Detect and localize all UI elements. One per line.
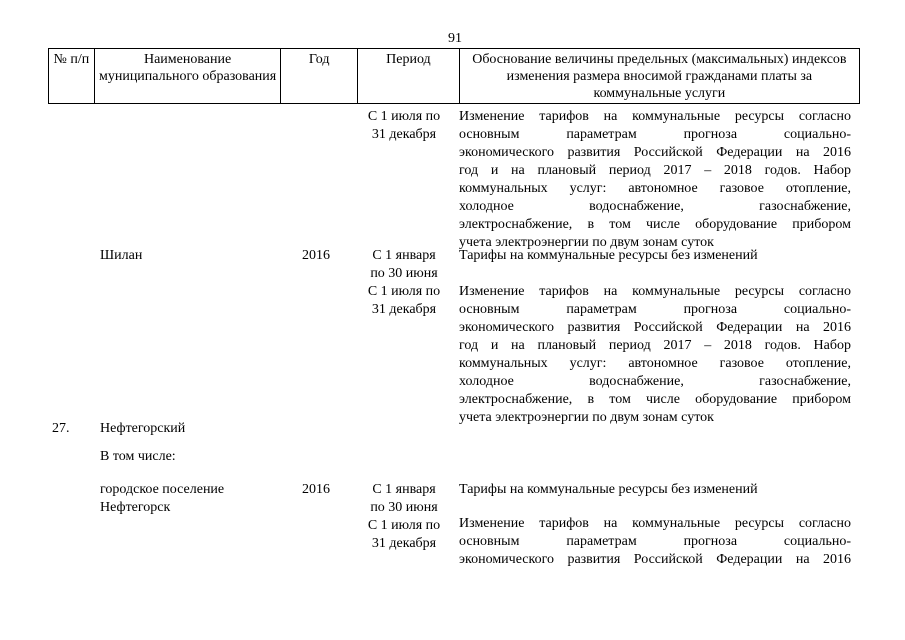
period-line: по 30 июня — [370, 266, 438, 281]
period-cell — [359, 481, 449, 553]
basis-line: учета электроэнергии по двум зонам суток — [459, 235, 714, 250]
basis-line: Тарифы на коммунальные ресурсы без изменений — [459, 248, 758, 263]
header-col-name: Наименование муниципального образования — [94, 49, 281, 104]
period-line: С 1 января — [372, 482, 436, 497]
table-header — [48, 48, 860, 104]
basis-line: учета электроэнергии по двум зонам суток — [459, 410, 714, 425]
basis-line: год и на плановый период 2017 – 2018 годов. Набор — [459, 338, 851, 353]
basis-text — [459, 108, 851, 252]
header-col-basis: Обоснование величины предельных (максимальных) индексов изменения размера вносимой гражданами платы за коммунальные услуги — [459, 49, 859, 104]
period-line: С 1 июля по — [367, 109, 441, 124]
period-line: С 1 июля по — [367, 284, 441, 299]
header-col-period: Период — [358, 49, 460, 104]
basis-line: холодное водоснабжение, газоснабжение, — [459, 199, 851, 214]
header-col-year: Год — [281, 49, 358, 104]
period-line: С 1 июля по — [367, 518, 441, 533]
basis-line: экономического развития Российской Федерации на 2016 — [459, 145, 851, 160]
period-line: 31 декабря — [371, 302, 437, 317]
basis-line: Изменение тарифов на коммунальные ресурсы согласно — [459, 516, 851, 531]
municipality-name — [100, 481, 280, 517]
basis-line: экономического развития Российской Федерации на 2016 — [459, 552, 851, 567]
basis-line: коммунальных услуг: автономное газовое отопление, — [459, 356, 851, 371]
basis-line: Изменение тарифов на коммунальные ресурсы согласно — [459, 109, 851, 124]
municipality-name: Нефтегорский — [100, 421, 186, 436]
basis-line: экономического развития Российской Федерации на 2016 — [459, 320, 851, 335]
basis-line: холодное водоснабжение, газоснабжение, — [459, 374, 851, 389]
year-cell: 2016 — [302, 482, 330, 497]
basis-line: коммунальных услуг: автономное газовое отопление, — [459, 181, 851, 196]
period-cell — [359, 247, 449, 319]
year-cell: 2016 — [302, 248, 330, 263]
basis-line: электроснабжение, в том числе оборудование прибором — [459, 217, 851, 232]
period-line: С 1 января — [372, 248, 436, 263]
basis-text — [459, 283, 851, 427]
basis-text — [459, 515, 851, 569]
row-number: 27. — [52, 421, 70, 436]
basis-line: основным параметрам прогноза социально- — [459, 302, 851, 317]
municipality-name: Шилан — [100, 248, 143, 263]
basis-text — [459, 481, 851, 499]
municipality-name-line: городское поселение — [100, 482, 225, 497]
period-line: 31 декабря — [371, 536, 437, 551]
basis-line: основным параметрам прогноза социально- — [459, 534, 851, 549]
period-line: 31 декабря — [371, 127, 437, 142]
page-number: 91 — [448, 31, 462, 46]
including-label: В том числе: — [100, 449, 176, 464]
period-cell — [359, 108, 449, 144]
header-col-number: № п/п — [49, 49, 95, 104]
basis-line: электроснабжение, в том числе оборудование прибором — [459, 392, 851, 407]
basis-text — [459, 247, 851, 265]
municipality-name-line: Нефтегорск — [100, 500, 171, 515]
basis-line: Изменение тарифов на коммунальные ресурсы согласно — [459, 284, 851, 299]
basis-line: основным параметрам прогноза социально- — [459, 127, 851, 142]
basis-line: Тарифы на коммунальные ресурсы без изменений — [459, 482, 758, 497]
period-line: по 30 июня — [370, 500, 438, 515]
basis-line: год и на плановый период 2017 – 2018 годов. Набор — [459, 163, 851, 178]
